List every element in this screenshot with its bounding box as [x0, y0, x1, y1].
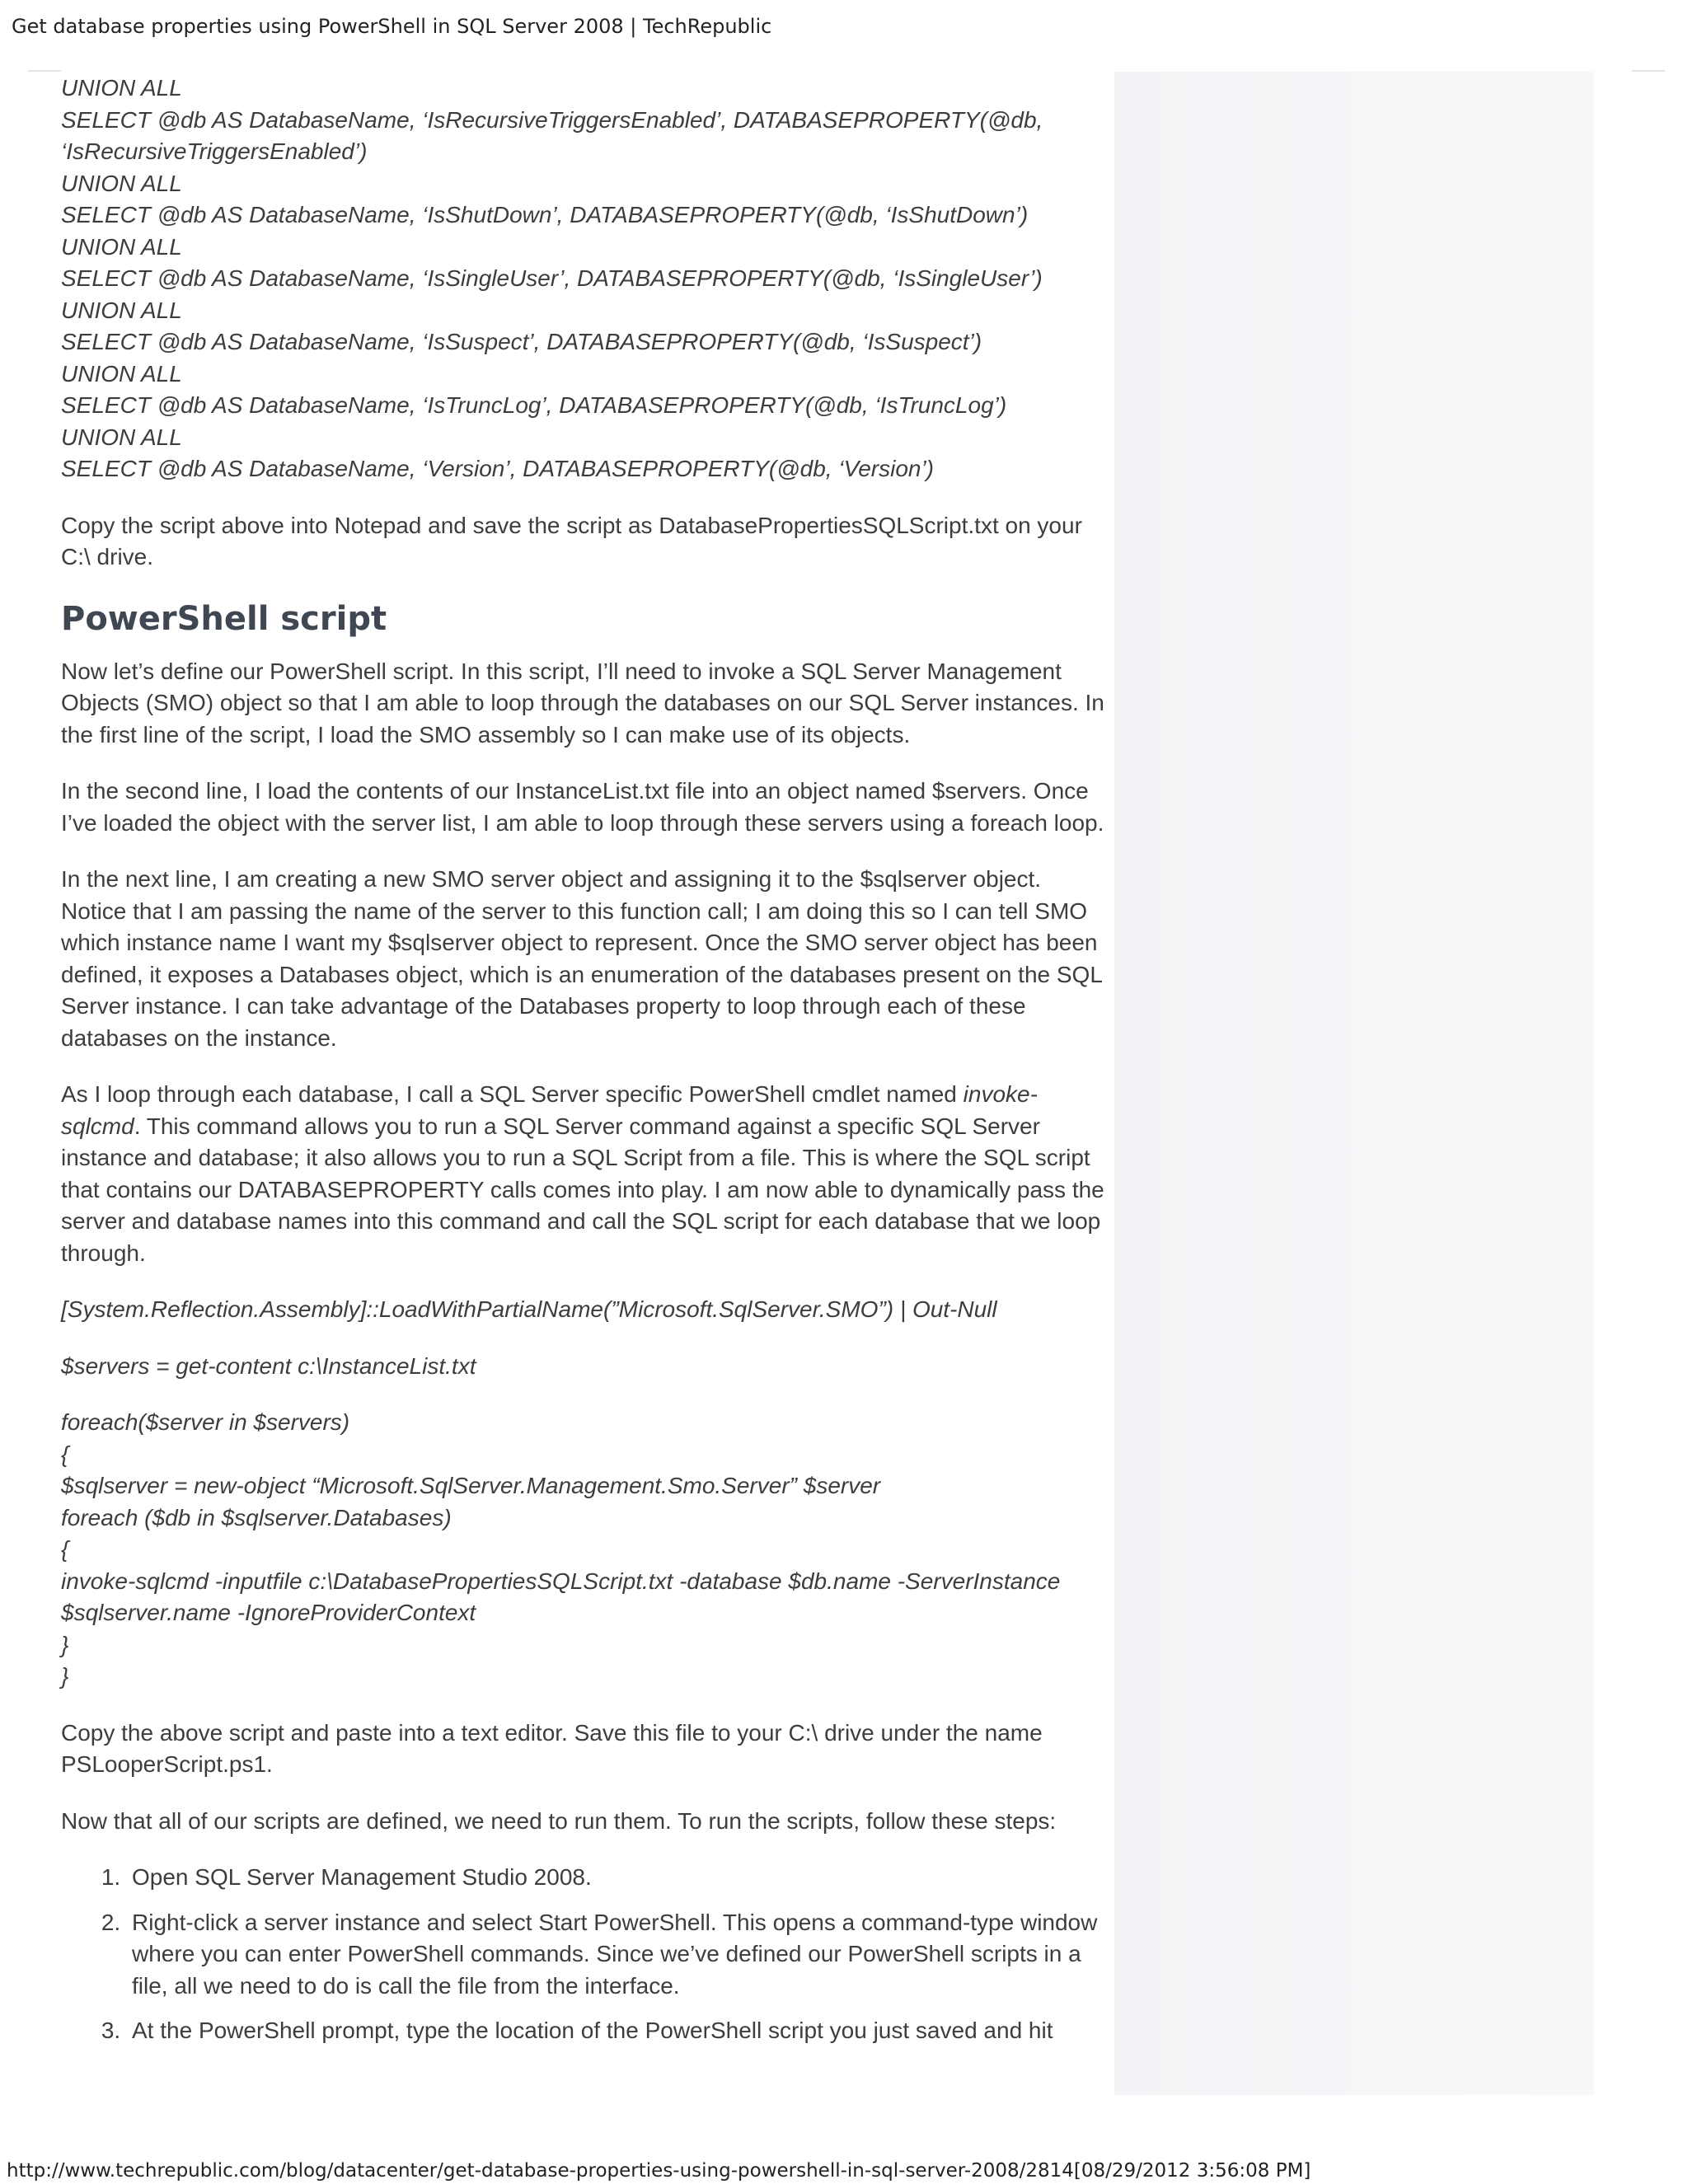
- steps-list: [61, 1862, 1108, 2047]
- paragraph-invoke-sqlcmd: [61, 1079, 1108, 1269]
- paragraph-smo-server-object: In the next line, I am creating a new SMO server object and assigning it to the $sqlserver object. Notice that I am passing the name of the server to this function call; I am doing this so I can tell SMO which instance name I want my $sqlserver object to represent. Once the SMO server object has been defined, it exposes a Databases object, which is an enumeration of the databases present on the SQL Server instance. I can take advantage of the Databases property to loop through each of these databases on the instance.: [61, 866, 1102, 1051]
- copy-ps-instructions: Copy the above script and paste into a text editor. Save this file to your C:\ drive under the name PSLooperScript.ps1.: [61, 1719, 1043, 1777]
- paragraph-servers-load: In the second line, I load the contents of our InstanceList.txt file into an object named $servers. Once I’ve loaded the object with the server list, I am able to loop through these servers using a foreach loop.: [61, 778, 1104, 836]
- ps-code-get-content: $servers = get-content c:\InstanceList.txt: [61, 1352, 476, 1379]
- header-divider-left: [28, 70, 61, 72]
- page-header-title: Get database properties using PowerShell in SQL Server 2008 | TechRepublic: [12, 15, 772, 38]
- step-item: 3. At the PowerShell prompt, type the location of the PowerShell script you just saved and hit: [127, 2015, 1108, 2047]
- copy-sql-instructions: Copy the script above into Notepad and save the script as DatabasePropertiesSQLScript.txt on your C:\ drive.: [61, 512, 1082, 569]
- paragraph-smo-intro: Now let’s define our PowerShell script. In this script, I’ll need to invoke a SQL Server Management Objects (SMO) object so that I am able to loop through the databases on our SQL Server instances. In the first line of the script, I load the SMO assembly so I can make use of its objects.: [61, 658, 1104, 748]
- article-body: [61, 73, 1108, 2060]
- step-item: 2. Right-click a server instance and select Start PowerShell. This opens a command-type window where you can enter PowerShell commands. Since we’ve defined our PowerShell scripts in a file, all we need to do is call the file from the interface.: [127, 1907, 1108, 2003]
- page-footer-url: http://www.techrepublic.com/blog/datacenter/get-database-properties-using-powershell-in-sql-server-2008/2814[08/29/2012 3:56:08 PM]: [7, 2160, 1311, 2182]
- sidebar-placeholder: [1114, 72, 1594, 2095]
- paragraph-invoke-sqlcmd-pre: As I loop through each database, I call a SQL Server specific PowerShell cmdlet named: [61, 1081, 964, 1107]
- invoke-sqlcmd-term: invoke-sqlcmd: [61, 1081, 1038, 1139]
- run-scripts-intro: Now that all of our scripts are defined, we need to run them. To run the scripts, follow these steps:: [61, 1807, 1057, 1834]
- step-item: 1. Open SQL Server Management Studio 2008.: [127, 1862, 1108, 1894]
- section-heading: PowerShell script: [61, 599, 387, 638]
- sql-code-block: UNION ALL SELECT @db AS DatabaseName, ‘IsRecursiveTriggersEnabled’, DATABASEPROPERTY(@db, ‘IsRecursiveTriggersEnabled’) UNION ALL SELECT @db AS DatabaseName, ‘IsShutDown’, DATABASEPROPERTY(@db, ‘IsShutDown’) UNION ALL SELECT @db AS DatabaseName, ‘IsSingleUser’, DATABASEPROPERTY(@db, ‘IsSingleUser’) UNION ALL SELECT @db AS DatabaseName, ‘IsSuspect’, DATABASEPROPERTY(@db, ‘IsSuspect’) UNION ALL SELECT @db AS DatabaseName, ‘IsTruncLog’, DATABASEPROPERTY(@db, ‘IsTruncLog’) UNION ALL SELECT @db AS DatabaseName, ‘Version’, DATABASEPROPERTY(@db, ‘Version’): [61, 75, 1043, 481]
- paragraph-invoke-sqlcmd-post: . This command allows you to run a SQL Server command against a specific SQL Server instance and database; it also allows you to run a SQL Script from a file. This is where the SQL script that contains our DATABASEPROPERTY calls comes into play. I am now able to dynamically pass the server and database names into this command and call the SQL script for each database that we loop through.: [61, 1113, 1104, 1266]
- header-divider-right: [1632, 70, 1665, 72]
- ps-code-foreach-loop: foreach($server in $servers) { $sqlserver = new-object “Microsoft.SqlServer.Management.Smo.Server” $server foreach ($db in $sqlserver.Databases) { invoke-sqlcmd -inputfile c:\DatabasePropertiesSQLScript.txt -database $db.name -ServerInstance $sqlserver.name -IgnoreProviderContext } }: [61, 1409, 1061, 1689]
- ps-code-load-assembly: [System.Reflection.Assembly]::LoadWithPartialName(”Microsoft.SqlServer.SMO”) | Out-Null: [61, 1296, 997, 1322]
